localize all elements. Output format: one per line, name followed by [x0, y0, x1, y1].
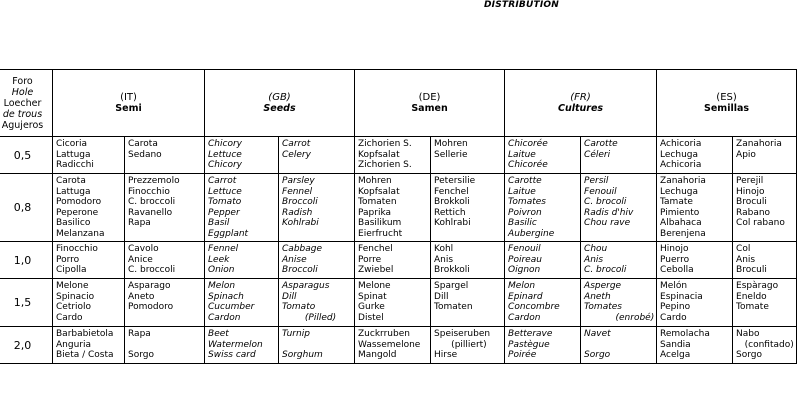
crop-name: Distel — [358, 312, 384, 323]
crop-name: Carota — [56, 176, 86, 186]
lang-code: (GB) — [268, 92, 291, 103]
crop-name: Poireau — [508, 254, 542, 265]
lang-code: (IT) — [120, 92, 137, 103]
crop-name: Kohlrabi — [434, 218, 471, 229]
crop-list-cell — [53, 327, 125, 364]
crop-name: Aneto — [128, 291, 155, 302]
crop-name: Petersilie — [434, 176, 476, 186]
hole-header-line: Agujeros — [1, 120, 44, 131]
crop-name: Mohren — [358, 176, 392, 186]
crop-name: Cardo — [56, 312, 83, 323]
crop-name: (confitado) — [736, 339, 794, 350]
crop-name: Dill — [434, 291, 449, 302]
crop-name: Beet — [208, 329, 229, 339]
crop-name: Sorgo — [128, 350, 154, 361]
crop-name: Broculi — [736, 197, 767, 208]
crop-list-cell — [125, 174, 205, 242]
crop-name: Speiseruben — [434, 329, 491, 339]
crop-name: Radis d'hiv — [584, 207, 634, 218]
crop-name: Ravanello — [128, 207, 173, 218]
table-row — [0, 279, 797, 327]
crop-name: Porre — [358, 254, 382, 265]
crop-name: Watermelon — [208, 339, 263, 350]
crop-name: Chou — [584, 244, 608, 254]
crop-list-cell — [125, 137, 205, 174]
crop-name: Fennel — [282, 186, 313, 197]
crop-name: C. broccoli — [128, 265, 176, 276]
crop-name: Carota — [128, 139, 158, 149]
lang-header-fr — [505, 70, 657, 137]
crop-name: Melone — [56, 281, 89, 291]
crop-name: Melon — [208, 281, 236, 291]
crop-list-cell — [205, 327, 279, 364]
crop-name: Kopfsalat — [358, 149, 400, 160]
crop-name: Chicorée — [508, 160, 548, 171]
lang-code: (FR) — [570, 92, 591, 103]
crop-name: Epinard — [508, 291, 543, 302]
crop-name: Espinacia — [660, 291, 703, 302]
crop-name: Tomate — [736, 302, 769, 313]
crop-name: Zuckrruben — [358, 329, 410, 339]
crop-list-cell — [657, 242, 733, 279]
crop-name: Asparago — [128, 281, 171, 291]
crop-list-cell — [581, 242, 657, 279]
crop-name: Anguria — [56, 339, 91, 350]
crop-name: Mohren — [434, 139, 468, 149]
crop-name: Spinat — [358, 291, 387, 302]
crop-name: Apio — [736, 149, 756, 160]
crop-list-cell — [125, 327, 205, 364]
crop-name: Cabbage — [282, 244, 323, 254]
crop-name: C. broccoli — [128, 197, 176, 208]
crop-list-cell — [505, 174, 581, 242]
crop-name: Navet — [584, 329, 611, 339]
crop-name: Broccoli — [282, 197, 318, 208]
crop-name: Betterave — [508, 329, 553, 339]
hole-header-line: Loecher — [3, 98, 42, 109]
crop-name: Carotte — [584, 139, 618, 149]
crop-name — [584, 340, 656, 351]
crop-name: Pomodoro — [128, 302, 174, 313]
crop-name: Fenchel — [434, 186, 469, 197]
crop-name: Cavolo — [128, 244, 159, 254]
crop-name: Col — [736, 244, 751, 254]
lang-header-it — [53, 70, 205, 137]
crop-list-cell — [733, 242, 797, 279]
lang-label: Cultures — [557, 103, 604, 114]
crop-name: Sedano — [128, 149, 162, 160]
crop-list-cell — [431, 279, 505, 327]
crop-list-cell — [505, 327, 581, 364]
crop-list-cell — [505, 242, 581, 279]
crop-name: Radicchi — [56, 160, 94, 171]
crop-name: Porro — [56, 254, 80, 265]
crop-name: Cicoria — [56, 139, 87, 149]
header-row — [0, 70, 797, 137]
crop-name: Melone — [358, 281, 391, 291]
crop-name: Cucumber — [208, 302, 255, 313]
crop-name: Brokkoli — [434, 197, 470, 208]
crop-name: Onion — [208, 265, 235, 276]
crop-list-cell — [53, 242, 125, 279]
crop-name: Basil — [208, 218, 230, 229]
crop-name: Melón — [660, 281, 688, 291]
crop-name: Anis — [434, 254, 454, 265]
crop-name: Lattuga — [56, 149, 91, 160]
crop-name: Rapa — [128, 329, 151, 339]
crop-name: Achicoria — [660, 160, 702, 171]
crop-name: Cardon — [208, 312, 241, 323]
crop-name: C. brocoli — [584, 197, 627, 208]
crop-name: Anice — [128, 254, 153, 265]
crop-name: Fenouil — [584, 186, 617, 197]
crop-name: Zwiebel — [358, 265, 394, 276]
lang-label: Samen — [411, 103, 448, 114]
seed-distribution-table — [0, 69, 797, 364]
crop-name: Kopfsalat — [358, 186, 400, 197]
crop-name: Laitue — [508, 186, 536, 197]
crop-name: Persil — [584, 176, 609, 186]
crop-list-cell — [657, 137, 733, 174]
crop-list-cell — [53, 137, 125, 174]
lang-label: Semillas — [704, 103, 750, 114]
crop-name: Asperge — [584, 281, 622, 291]
crop-name: Turnip — [282, 329, 310, 339]
crop-list-cell — [125, 279, 205, 327]
crop-name: Spargel — [434, 281, 469, 291]
crop-name: Rettich — [434, 207, 466, 218]
hole-size-header — [0, 70, 53, 137]
hole-size-cell: 2,0 — [0, 327, 53, 364]
crop-name: Carotte — [508, 176, 542, 186]
crop-name: Tomaten — [434, 302, 473, 313]
crop-name: Asparagus — [282, 281, 330, 291]
crop-name: Swiss card — [208, 350, 256, 361]
crop-name: Paprika — [358, 207, 392, 218]
crop-name: Cardon — [508, 312, 541, 323]
hole-size-cell: 1,0 — [0, 242, 53, 279]
crop-name: Puerro — [660, 254, 690, 265]
crop-name: Anis — [736, 254, 756, 265]
crop-name: Chou rave — [584, 218, 631, 229]
crop-list-cell — [279, 279, 355, 327]
crop-name: Carrot — [208, 176, 237, 186]
crop-name: Leek — [208, 254, 230, 265]
hole-header-line: de trous — [2, 109, 43, 120]
crop-name: Eneldo — [736, 291, 767, 302]
crop-name: Mangold — [358, 350, 397, 361]
crop-list-cell — [431, 174, 505, 242]
crop-name: Tomato — [208, 197, 242, 208]
crop-name: Lattuga — [56, 186, 91, 197]
crop-name: (enrobé) — [584, 312, 655, 323]
crop-name — [282, 340, 354, 351]
crop-list-cell — [355, 137, 431, 174]
crop-list-cell — [279, 137, 355, 174]
crop-name: Pomodoro — [56, 197, 102, 208]
lang-label: Seeds — [263, 103, 296, 114]
crop-name: Bieta / Costa — [56, 350, 114, 361]
crop-name: Gurke — [358, 302, 385, 313]
crop-name: Wassemelone — [358, 339, 421, 350]
crop-name: Zanahoria — [660, 176, 706, 186]
crop-name: Peperone — [56, 207, 99, 218]
crop-name: Pimiento — [660, 207, 700, 218]
crop-name: Albahaca — [660, 218, 702, 229]
crop-name: (Pilled) — [282, 312, 337, 323]
crop-list-cell — [505, 137, 581, 174]
crop-name: Parsley — [282, 176, 315, 186]
crop-name: Acelga — [660, 350, 691, 361]
crop-name: Aubergine — [508, 228, 555, 239]
crop-name: Spinach — [208, 291, 244, 302]
crop-name: Lechuga — [660, 186, 699, 197]
crop-name: Oignon — [508, 265, 541, 276]
crop-list-cell — [733, 327, 797, 364]
crop-list-cell — [657, 174, 733, 242]
crop-list-cell — [581, 174, 657, 242]
crop-name: Zichorien S. — [358, 139, 412, 149]
crop-name: Fennel — [208, 244, 239, 254]
crop-list-cell — [657, 279, 733, 327]
crop-name: Lettuce — [208, 186, 242, 197]
crop-list-cell — [53, 279, 125, 327]
hole-size-cell: 0,8 — [0, 174, 53, 242]
lang-code: (ES) — [716, 92, 737, 103]
crop-list-cell — [431, 327, 505, 364]
crop-name: Tamate — [660, 197, 693, 208]
crop-list-cell — [431, 137, 505, 174]
crop-name: Pepper — [208, 207, 240, 218]
crop-name: Anis — [584, 254, 604, 265]
crop-name: Spinacio — [56, 291, 95, 302]
crop-name: Pastègue — [508, 339, 550, 350]
crop-name: Kohl — [434, 244, 454, 254]
crop-name: Chicorée — [508, 139, 548, 149]
crop-name: Eierfrucht — [358, 228, 403, 239]
crop-name: Hinojo — [736, 186, 765, 197]
crop-name: Pepino — [660, 302, 691, 313]
crop-name: Berenjena — [660, 228, 706, 239]
crop-name: Cardo — [660, 312, 687, 323]
crop-list-cell — [205, 137, 279, 174]
crop-name: Kohlrabi — [282, 218, 319, 229]
crop-list-cell — [581, 137, 657, 174]
crop-name: Aneth — [584, 291, 611, 302]
hole-size-cell: 1,5 — [0, 279, 53, 327]
crop-name: Finocchio — [128, 186, 170, 197]
crop-name: Finocchio — [56, 244, 98, 254]
crop-name: Chicory — [208, 139, 242, 149]
crop-name: Cipolla — [56, 265, 87, 276]
crop-list-cell — [355, 174, 431, 242]
crop-name: Basilic — [508, 218, 537, 229]
crop-name: Sorgo — [736, 350, 763, 361]
crop-list-cell — [581, 327, 657, 364]
crop-name: Poirée — [508, 350, 537, 361]
crop-name: Nabo — [736, 329, 760, 339]
crop-name: Lettuce — [208, 149, 242, 160]
crop-name: Remolacha — [660, 329, 710, 339]
crop-name: Prezzemolo — [128, 176, 180, 186]
crop-name: Espàrago — [736, 281, 779, 291]
crop-name: Sorghum — [282, 350, 323, 361]
lang-label: Semi — [115, 103, 142, 114]
crop-name: Eggplant — [208, 228, 249, 239]
crop-name: Concombre — [508, 302, 560, 313]
crop-name: Poivron — [508, 207, 542, 218]
crop-name: Perejil — [736, 176, 764, 186]
crop-name: Cetriolo — [56, 302, 92, 313]
crop-name: Carrot — [282, 139, 311, 149]
crop-list-cell — [733, 174, 797, 242]
crop-name: Fenouil — [508, 244, 541, 254]
crop-name: Barbabietola — [56, 329, 114, 339]
crop-list-cell — [279, 242, 355, 279]
crop-list-cell — [205, 174, 279, 242]
crop-name: Lechuga — [660, 149, 699, 160]
crop-name: Sandia — [660, 339, 691, 350]
hole-size-cell: 0,5 — [0, 137, 53, 174]
crop-name: Sorgo — [584, 350, 611, 361]
crop-name: Céleri — [584, 149, 611, 160]
crop-name: Achicoria — [660, 139, 702, 149]
crop-name: Rapa — [128, 218, 151, 229]
crop-list-cell — [355, 242, 431, 279]
crop-name: Tomates — [508, 197, 546, 208]
crop-name: Dill — [282, 291, 297, 302]
crop-name: Col rabano — [736, 218, 785, 229]
crop-list-cell — [733, 137, 797, 174]
crop-name: Basilico — [56, 218, 91, 229]
crop-name: Tomaten — [358, 197, 397, 208]
crop-name: C. brocoli — [584, 265, 627, 276]
crop-name: Radish — [282, 207, 313, 218]
crop-name: Brokkoli — [434, 265, 470, 276]
crop-name: Zichorien S. — [358, 160, 412, 171]
lang-header-es — [657, 70, 797, 137]
table-row — [0, 137, 797, 174]
crop-list-cell — [53, 174, 125, 242]
crop-list-cell — [279, 327, 355, 364]
crop-name: Broccoli — [282, 265, 318, 276]
table-row — [0, 174, 797, 242]
crop-name: Chicory — [208, 160, 242, 171]
hole-header-line: Foro — [12, 76, 33, 87]
crop-list-cell — [205, 279, 279, 327]
crop-name: Basilikum — [358, 218, 402, 229]
crop-name: Cebolla — [660, 265, 694, 276]
crop-list-cell — [355, 279, 431, 327]
crop-list-cell — [125, 242, 205, 279]
lang-header-de — [355, 70, 505, 137]
lang-code: (DE) — [418, 92, 441, 103]
page-fold-artifact — [0, 383, 800, 400]
crop-list-cell — [733, 279, 797, 327]
crop-name: Sellerie — [434, 149, 468, 160]
crop-list-cell — [505, 279, 581, 327]
crop-list-cell — [205, 242, 279, 279]
crop-name: Tomates — [584, 302, 622, 313]
crop-name: Hinojo — [660, 244, 689, 254]
crop-name: Laitue — [508, 149, 536, 160]
crop-name: Fenchel — [358, 244, 393, 254]
lang-header-gb — [205, 70, 355, 137]
crop-list-cell — [657, 327, 733, 364]
crop-name: Hirse — [434, 350, 458, 361]
crop-list-cell — [279, 174, 355, 242]
crop-name: Broculi — [736, 265, 767, 276]
crop-list-cell — [431, 242, 505, 279]
crop-name: Tomato — [282, 302, 316, 313]
crop-name: Anise — [282, 254, 307, 265]
hole-header-line: Hole — [11, 87, 34, 98]
crop-name: Zanahoria — [736, 139, 782, 149]
crop-name: Melanzana — [56, 228, 105, 239]
crop-name — [128, 340, 204, 351]
distribution-title: DISTRIBUTION — [484, 0, 559, 10]
crop-name: Melon — [508, 281, 536, 291]
crop-name: Rabano — [736, 207, 771, 218]
crop-list-cell — [581, 279, 657, 327]
table-row — [0, 327, 797, 364]
crop-name: Celery — [282, 149, 311, 160]
crop-list-cell — [355, 327, 431, 364]
table-row — [0, 242, 797, 279]
crop-name: (pilliert) — [434, 339, 487, 350]
